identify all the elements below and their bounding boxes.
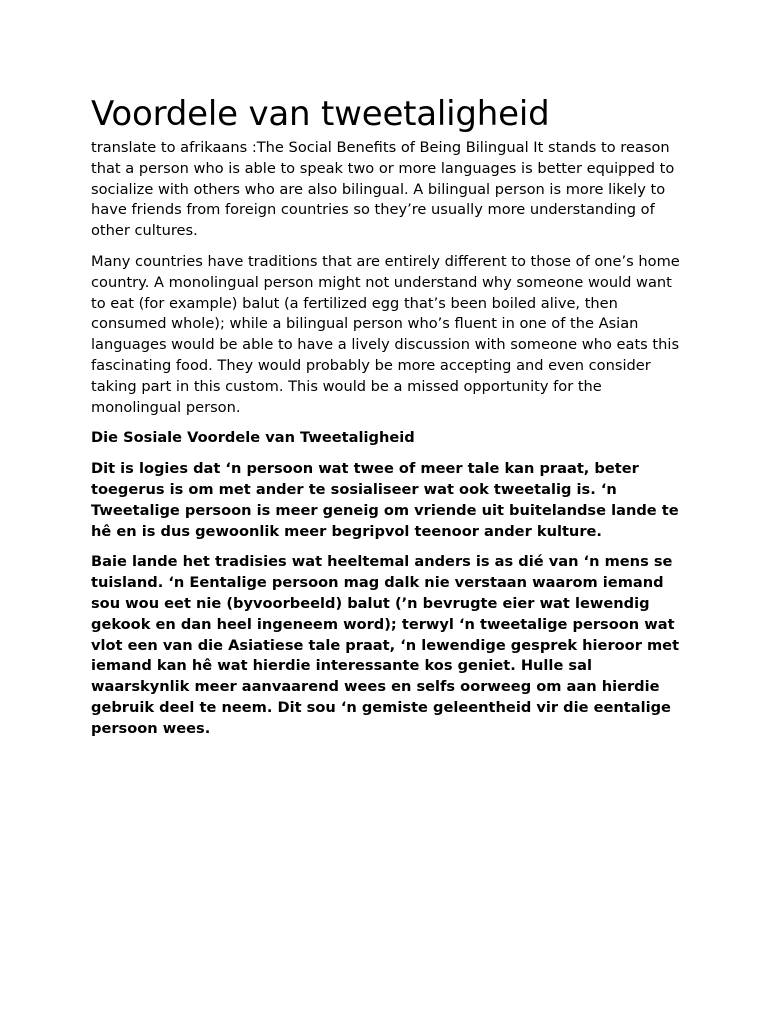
english-traditions-paragraph: Many countries have traditions that are entirely different to those of one’s home country. A monolingual person might not understand why someone would want to eat (for example) balut (a fertilized egg that’s been boiled alive, then consumed whole); while a bilingual person who’s fluent in one of the Asian languages would be able to have a lively discussion with someone who eats this fascinating food. They would probably be more accepting and even consider taking part in this custom. This would be a missed opportunity for the monolingual person. bbox=[91, 252, 680, 416]
english-intro-paragraph: translate to afrikaans :The Social Benefits of Being Bilingual It stands to reason that a person who is able to speak two or more languages is better equipped to socialize with others who are also bilingual. A bilingual person is more likely to have friends from foreign countries so they’re usually more understanding of other cultures. bbox=[91, 139, 675, 240]
document-title: Voordele van tweetaligheid bbox=[91, 94, 550, 134]
afrikaans-traditions-paragraph: Baie lande het tradisies wat heeltemal anders is as dié van ‘n mens se tuisland. ‘n Eentalige persoon mag dalk nie verstaan waarom iemand sou wou eet nie (byvoorbeeld) balut (’n bevrugte eier wat lewendig gekook en dan heel ingeneem word); terwyl ‘n tweetalige persoon wat vlot een van die Asiatiese tale praat, ‘n lewendige gesprek hieroor met iemand kan hê wat hierdie interessante kos geniet. Hulle sal waarskynlik meer aanvaarend wees en selfs oorweeg om aan hierdie gebruik deel te neem. Dit sou ‘n gemiste geleentheid vir die eentalige persoon wees. bbox=[91, 553, 680, 737]
afrikaans-intro-paragraph: Dit is logies dat ‘n persoon wat twee of meer tale kan praat, beter toegerus is om met ander te sosialiseer wat ook tweetalig is. ‘n Tweetalige persoon is meer geneig om vriende uit buitelandse lande te hê en is dus gewoonlik meer begripvol teenoor ander kulture. bbox=[91, 460, 679, 540]
afrikaans-heading: Die Sosiale Voordele van Tweetaligheid bbox=[91, 429, 415, 447]
document-page bbox=[91, 92, 681, 750]
